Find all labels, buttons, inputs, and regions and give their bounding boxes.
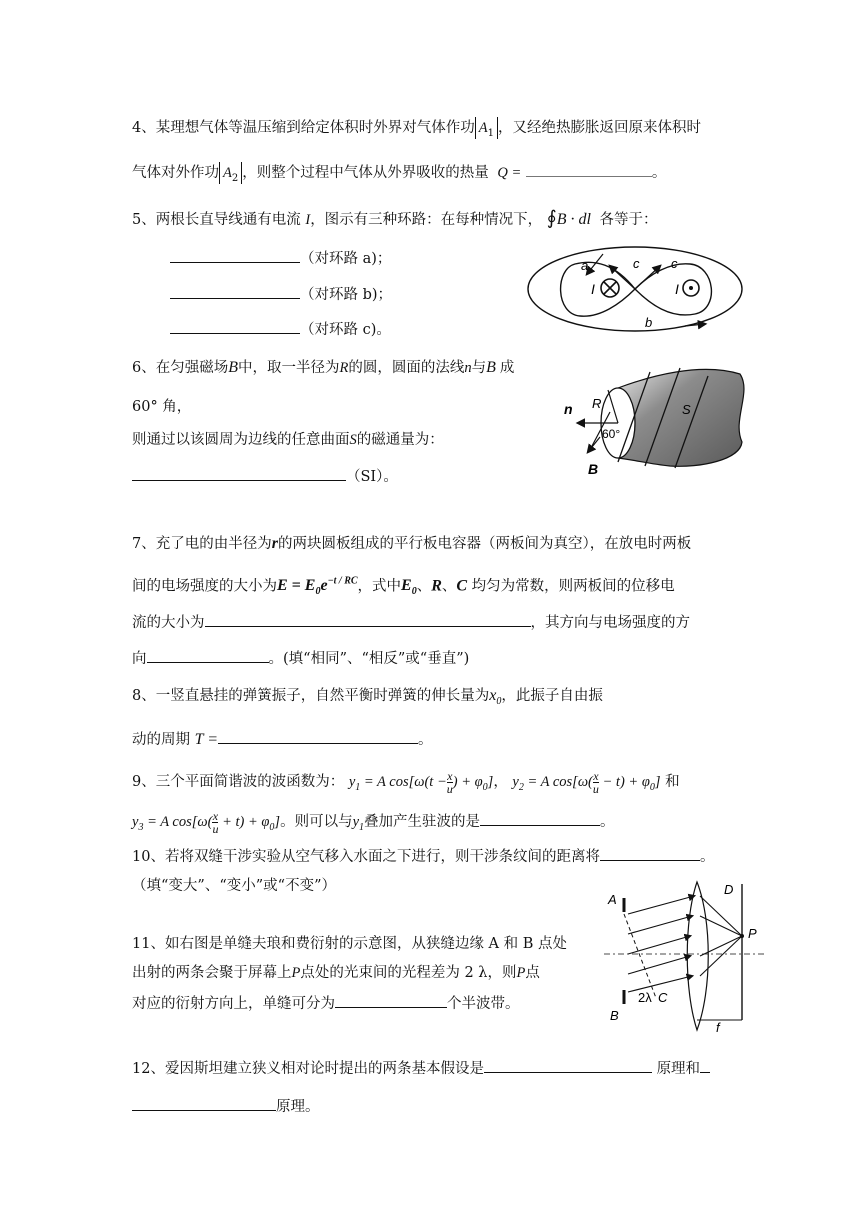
q5-text-a: 5、两根长直导线通有电流 (132, 212, 301, 228)
q6-n: n (464, 360, 472, 376)
q6-fig-label-r: R (592, 396, 602, 411)
q6-line4 (132, 466, 398, 487)
q7-text-c: 间的电场强度的大小为 (132, 578, 277, 595)
q9-y2 (512, 769, 661, 797)
q9-y1-pre: y (348, 774, 356, 790)
q6-line1 (132, 358, 514, 378)
q12-text-a: 12、爱因斯坦建立狭义相对论时提出的两条基本假设是 (132, 1061, 484, 1077)
q6-fig-label-n: n (564, 401, 573, 417)
q7-sep2: 、 (441, 578, 457, 595)
q5-blank-b[interactable] (170, 284, 300, 299)
q9-y1 (348, 769, 494, 797)
q9-y1-close: ] (487, 774, 494, 790)
q12-line2 (132, 1096, 320, 1117)
q10-line1 (132, 846, 714, 867)
q11-line3 (132, 993, 520, 1014)
q4-a2: $A_2$ (219, 162, 242, 184)
q9-y2-mid: = A cos[ω( (523, 774, 593, 790)
q8-x0-main: x (489, 687, 497, 704)
q9-y1-mid: = A cos[ω(t − (360, 774, 447, 790)
q11-text-e: 对应的衍射方向上，单缝可分为 (132, 996, 335, 1012)
q5-blank-c[interactable] (170, 319, 300, 334)
q4-text-a: 4、某理想气体等温压缩到给定体积时外界对气体作功 (132, 120, 475, 136)
q11-fig-label-lambda: 2λ (638, 990, 652, 1005)
q7-text-a: 7、充了电的由半径为 (132, 536, 272, 552)
q9-y1b (352, 814, 365, 833)
q6-text-a: 6、在匀强磁场 (132, 360, 229, 376)
q11-fig-label-b: B (610, 1008, 619, 1023)
q7-text-f: 流的大小为 (132, 615, 205, 631)
q12-text-c: 原理。 (276, 1099, 320, 1115)
q6-line3 (132, 430, 444, 450)
q11-line2 (132, 963, 540, 983)
q5-fig-label-b: b (645, 315, 653, 330)
q9-text-c: 叠加产生驻波的是 (364, 814, 481, 830)
q5-integral-sign: ∮ (546, 207, 557, 229)
q7-e0-sub: 0 (411, 586, 417, 598)
q7-text-i: 。(填“相同”、“相反”或“垂直”) (268, 651, 470, 667)
q9-y2-pre: y (512, 774, 519, 790)
q6-surface-figure (560, 362, 760, 480)
q5-item-a (170, 248, 391, 269)
q5-fig-label-c2: c (671, 256, 678, 271)
q9-y3-sub: 3 (138, 821, 144, 833)
q11-text-b: 出射的两条会聚于屏幕上 (132, 965, 292, 981)
q8-t: T = (194, 731, 219, 748)
q11-text-a: 11、如右图是单缝夫琅和费衍射的示意图，从狭缝边缘 A 和 B 点处 (132, 936, 568, 952)
q7-formula-main: E = E (277, 577, 316, 595)
q10-line2 (132, 876, 336, 896)
q7-blank-current[interactable] (205, 612, 531, 627)
q8-text-c: 动的周期 (132, 732, 190, 748)
q9-y3 (132, 809, 281, 837)
q6-text-e: 成 (499, 360, 515, 376)
q6-fig-label-s: S (682, 402, 691, 417)
q9-line1 (132, 766, 680, 804)
q11-p: P (291, 965, 301, 981)
q8-text-a: 8、一竖直悬挂的弹簧振子，自然平衡时弹簧的伸长量为 (132, 688, 490, 704)
q7-formula-e: e (320, 577, 328, 595)
q5-fig-label-i1: I (591, 281, 595, 297)
q8-x0-sub: 0 (496, 696, 502, 708)
q9-y1b-sub: 1 (359, 821, 365, 833)
q7-e0-main: E (401, 577, 412, 595)
q6-text-b: 中，取一半径为 (238, 360, 340, 376)
q8-text-b: ，此振子自由振 (501, 688, 603, 704)
q11-p2: P (516, 965, 526, 981)
q9-text-a: 9、三个平面简谐波的波函数为： (132, 774, 345, 790)
q7-text-b: 的两块圆板组成的平行板电容器（两板间为真空），在放电时两板 (277, 536, 692, 552)
q9-y3-end: + t) + φ (218, 814, 270, 830)
q9-y2-phi-sub: 0 (649, 781, 655, 793)
q9-y3-num: x (212, 809, 219, 824)
q12-blank-1[interactable] (484, 1058, 652, 1073)
q9-y3-mid: = A cos[ω( (143, 814, 213, 830)
q9-y1-phi-sub: 0 (482, 781, 488, 793)
q12-text-b: 原理和 (656, 1061, 701, 1077)
q7-formula-sup: −t / RC (327, 576, 358, 587)
q5-text-c: 各等于： (599, 212, 658, 228)
q5-loop-figure (525, 244, 745, 334)
q6-b: B (228, 359, 239, 376)
q6-text-c: 的圆，圆面的法线 (348, 360, 465, 376)
q9-y1-num: x (447, 769, 453, 784)
q7-formula (277, 576, 358, 598)
q5-text-b: ，图示有三种环路：在每种情况下， (310, 212, 543, 228)
q8-x0 (489, 687, 502, 708)
q9-y1-end: ) + φ (452, 774, 483, 790)
q5-integrand: B · dl (556, 211, 591, 228)
q9-y3-pre: y (132, 814, 139, 830)
q11-text-c: 点处的光束间的光程差为 2 λ，则 (300, 965, 517, 981)
q7-line4 (132, 648, 469, 669)
q4-answer-blank[interactable] (526, 162, 652, 177)
q6-text-g: 则通过以该圆周为边线的任意曲面 (132, 432, 350, 448)
q9-and: 和 (665, 774, 680, 790)
q6-text-h: 的磁通量为： (356, 432, 444, 448)
q5-line1 (132, 208, 658, 230)
q7-sep1: 、 (416, 578, 432, 595)
q6-s: S (349, 432, 357, 448)
q7-text-e: 均匀为常数，则两板间的位移电 (471, 578, 675, 595)
q4-q: Q = (497, 165, 522, 181)
q6-text-d: 与 (471, 360, 487, 376)
q7-r: r (271, 535, 278, 552)
q4-line2 (132, 162, 666, 184)
q9-blank[interactable] (480, 811, 600, 826)
q9-y2-sub: 2 (518, 781, 524, 793)
q8-blank-period[interactable] (218, 729, 418, 744)
q7-e0 (401, 577, 417, 598)
q4-text-c: 气体对外作功 (132, 165, 219, 181)
q9-y2-den: u (592, 782, 599, 797)
q12-blank-tail (700, 1058, 710, 1073)
q6-b2: B (486, 359, 496, 376)
q9-y2-end: − t) + φ (598, 774, 650, 790)
q11-text-f: 个半波带。 (447, 996, 520, 1012)
q5-fig-label-i2: I (675, 281, 679, 297)
q4-a1: $A_1$ (475, 117, 498, 139)
q10-blank[interactable] (600, 846, 700, 861)
q9-y3-phi-sub: 0 (269, 821, 275, 833)
q11-fig-label-c: C (658, 990, 668, 1005)
q6-answer-blank[interactable] (132, 466, 346, 481)
q7-c: C (456, 577, 468, 595)
q7-line2 (132, 572, 675, 603)
q11-blank[interactable] (335, 993, 447, 1008)
q9-y2-close: ] (654, 774, 661, 790)
q7-formula-sub: 0 (315, 586, 321, 598)
q9-y1b-main: y (352, 814, 360, 830)
q10-end: 。 (699, 849, 715, 865)
q11-fig-label-d: D (724, 882, 734, 897)
q5-item-a-label: （对环路 a)； (300, 251, 392, 267)
q10-text-b: （填“变大”、“变小”或“不变”） (132, 878, 336, 894)
q5-item-c (170, 319, 391, 340)
q9-y3-close: ] (274, 814, 281, 830)
q11-text-d: 点 (525, 965, 540, 981)
q9-end: 。 (600, 814, 615, 830)
q7-line1 (132, 534, 691, 554)
q5-i: I (305, 212, 311, 228)
q7-text-g: ，其方向与电场强度的方 (530, 615, 690, 631)
q4-text-d: ，则整个过程中气体从外界吸收的热量 (242, 165, 489, 181)
q4-text-b: ，又经绝热膨胀返回原来体积时 (497, 120, 701, 136)
q12-line1 (132, 1058, 710, 1079)
q5-fig-label-c1: c (633, 256, 640, 271)
q5-item-b-label: （对环路 b)； (300, 287, 393, 303)
q9-comma: ， (493, 774, 508, 790)
q5-fig-label-a: a (581, 258, 589, 273)
q11-fig-label-a: A (608, 892, 617, 907)
q9-line2 (132, 806, 615, 844)
q4-end: 。 (651, 165, 667, 181)
q6-r: R (339, 360, 349, 376)
q7-rr: R (431, 577, 442, 595)
q7-blank-direction[interactable] (147, 648, 269, 663)
q9-y3-den: u (212, 822, 219, 837)
q10-text-a: 10、若将双缝干涉实验从空气移入水面之下进行，则干涉条纹间的距离将 (132, 849, 600, 865)
q12-blank-2[interactable] (132, 1096, 276, 1111)
q7-text-d: ，式中 (357, 578, 402, 595)
q5-item-b (170, 284, 392, 305)
q9-y1-den: u (446, 782, 453, 797)
q6-unit: （SI）。 (346, 469, 398, 485)
q9-y2-num: x (593, 769, 599, 784)
q11-line1 (132, 934, 567, 954)
q11-diffraction-figure (604, 880, 764, 1036)
q11-fig-label-f: f (716, 1020, 720, 1035)
q8-line2 (132, 729, 433, 750)
q7-line3 (132, 612, 690, 633)
q11-fig-label-p: P (748, 926, 757, 941)
q6-fig-label-angle: 60° (602, 427, 621, 441)
q8-line1 (132, 686, 603, 712)
q6-fig-label-b: B (588, 461, 599, 477)
q5-blank-a[interactable] (170, 248, 300, 263)
q9-text-b: 。则可以与 (280, 814, 353, 830)
q6-line2 (132, 397, 191, 417)
q6-text-f: 60° 角， (132, 399, 192, 415)
q8-end: 。 (418, 732, 433, 748)
q7-text-h: 向 (132, 651, 147, 667)
q4-line1 (132, 117, 701, 139)
q9-y1-sub: 1 (355, 781, 361, 793)
q5-item-c-label: （对环路 c)。 (300, 322, 391, 338)
